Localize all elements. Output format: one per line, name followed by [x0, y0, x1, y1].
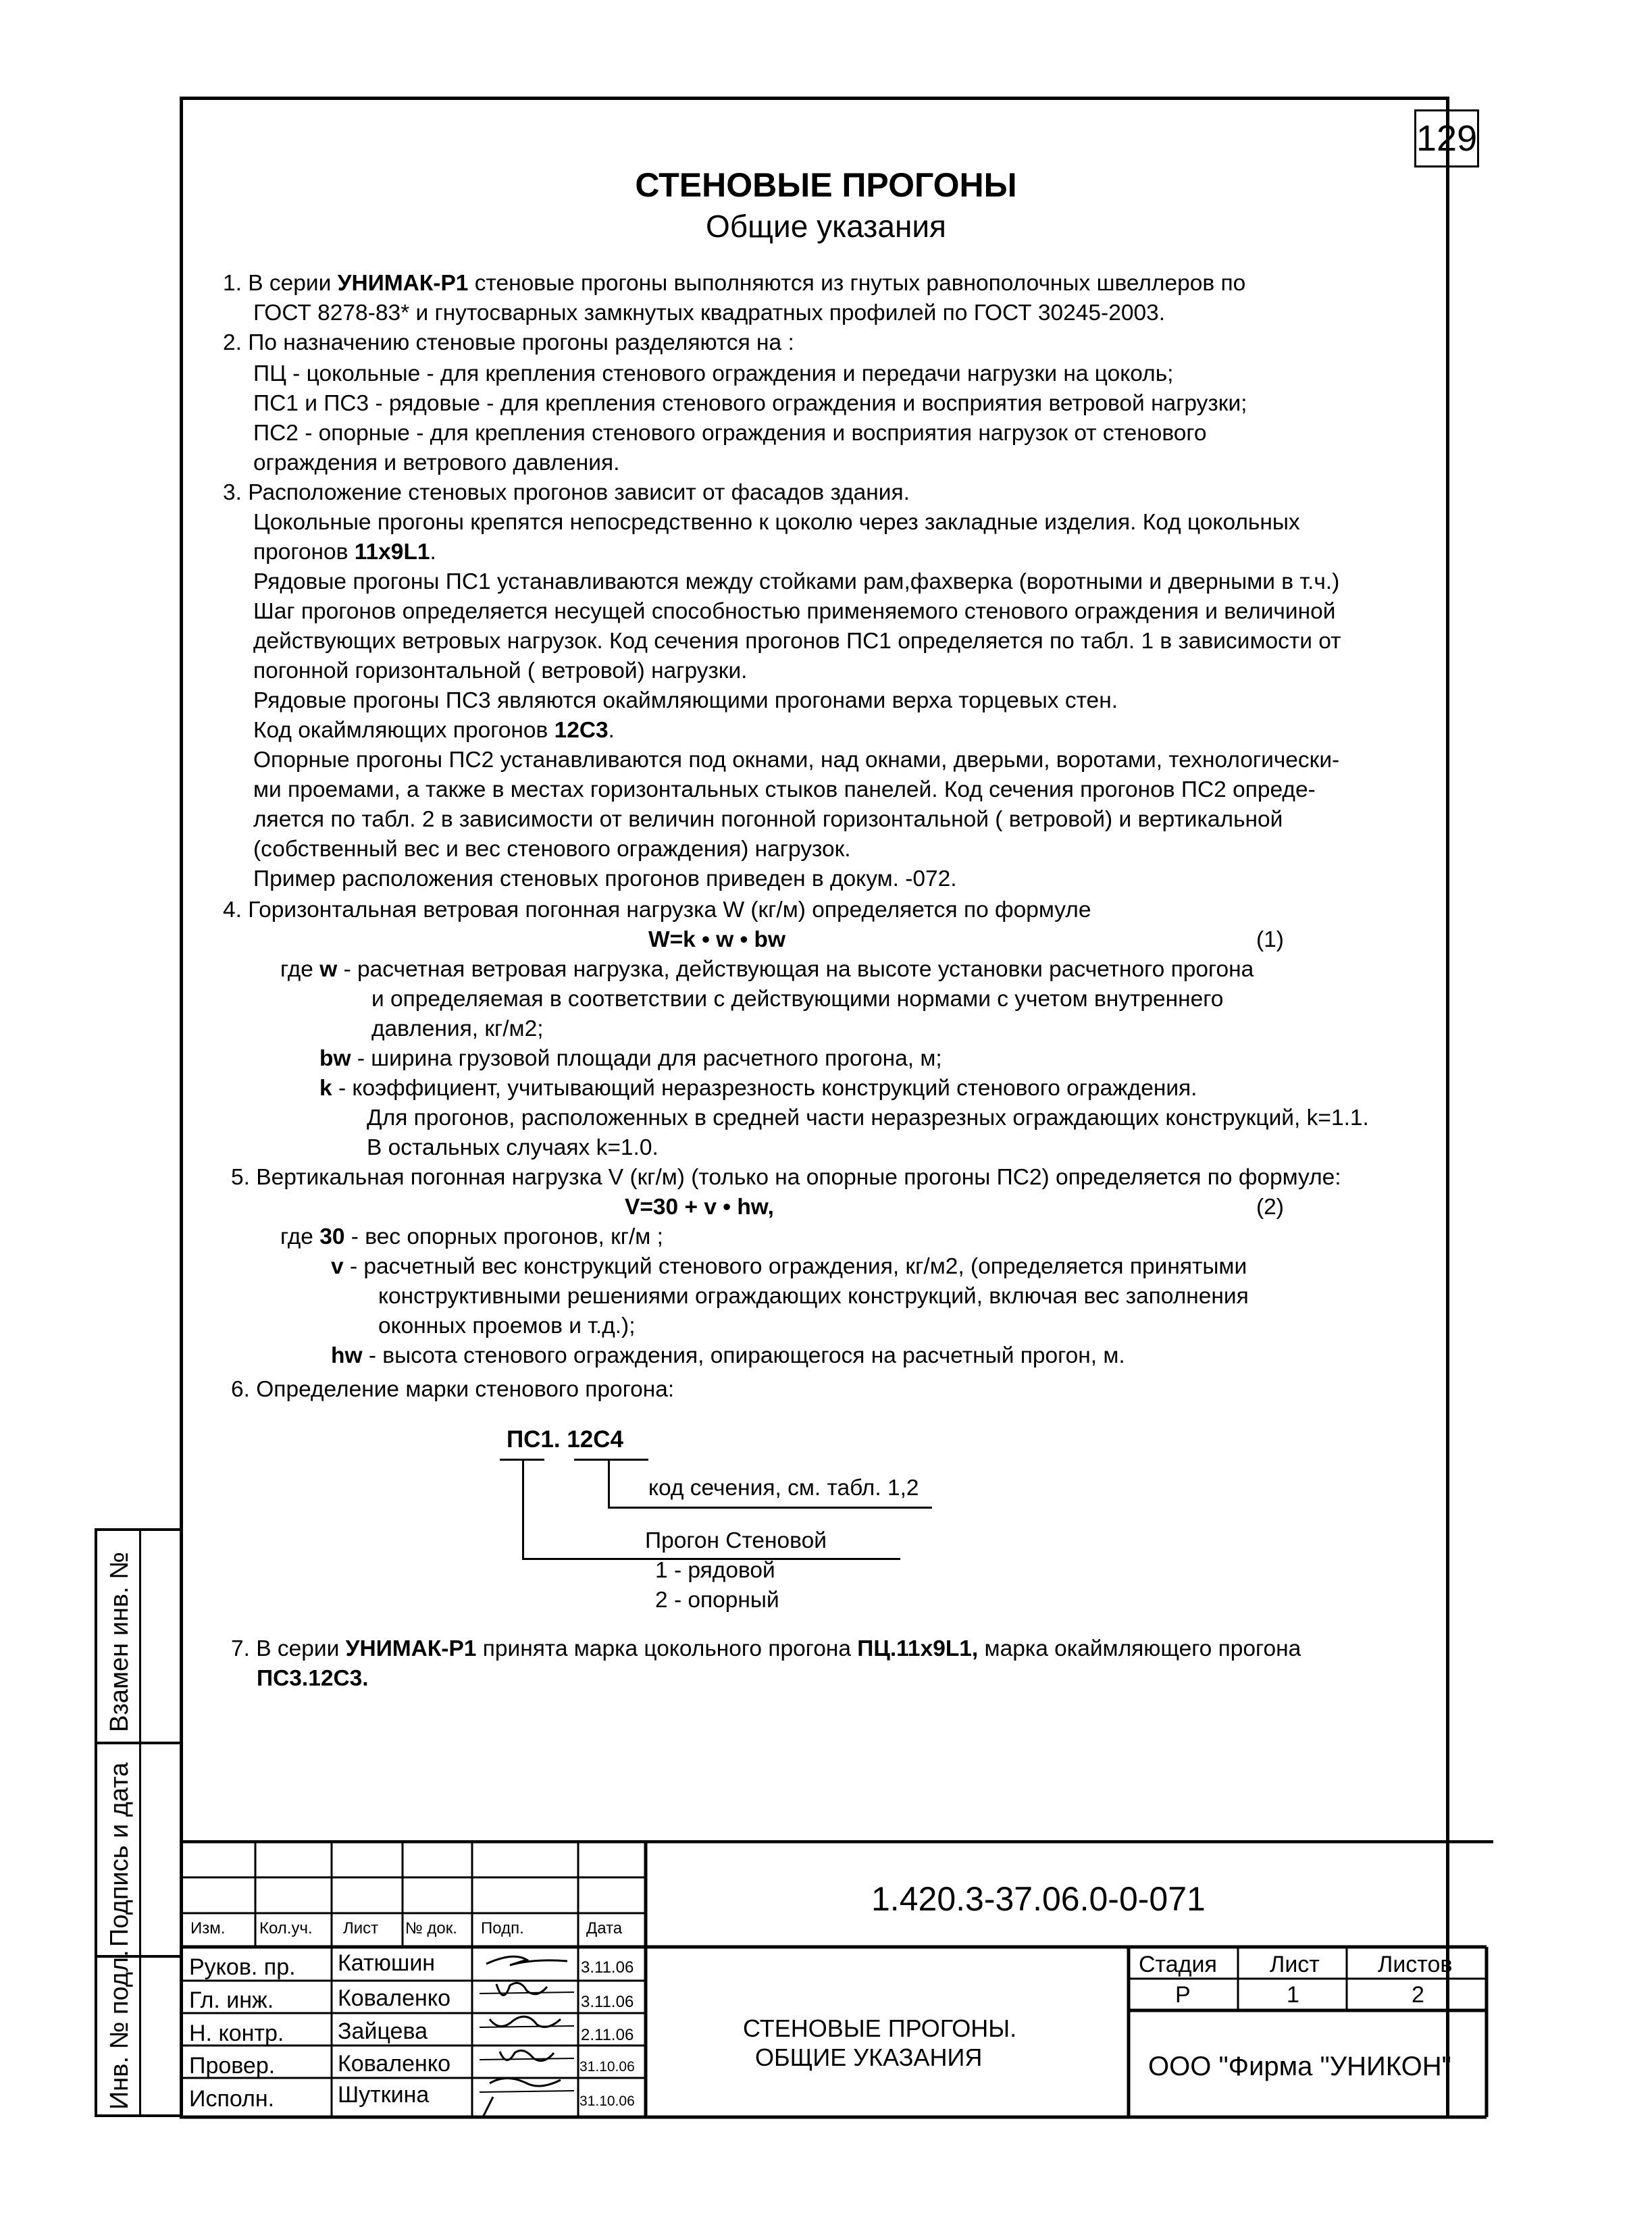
note-3-line: прогонов 11x9L1. [253, 540, 436, 565]
tb-role: Руков. пр. [189, 1954, 296, 1980]
mark-bracket [574, 1459, 648, 1461]
side-stamp-original [95, 1950, 182, 2117]
note-5: 5. Вертикальная погонная нагрузка V (кг/м) (только на опорные прогоны ПС2) определяется по формуле: [231, 1165, 1341, 1190]
tb-role: Гл. инж. [189, 1987, 274, 2013]
note-2-line: ПС2 - опорные - для крепления стенового ограждения и восприятия нагрузок от стенового [253, 421, 1207, 446]
note-4-line: и определяемая в соответствии с действующими нормами с учетом внутреннего [371, 987, 1224, 1012]
tb-role: Исполн. [189, 2086, 275, 2112]
note-4: 4. Горизонтальная ветровая погонная нагрузка W (кг/м) определяется по формуле [223, 897, 1091, 922]
tb-name: Коваленко [338, 1985, 450, 2011]
note-3-line: Пример расположения стеновых прогонов приведен в докум. -072. [253, 866, 957, 891]
note-6: 6. Определение марки стенового прогона: [231, 1377, 675, 1402]
document-title-line-2: ОБЩИЕ УКАЗАНИЯ [755, 2043, 983, 2071]
tb-header: Дата [586, 1919, 623, 1937]
note-5-line: оконных проемов и т.д.); [378, 1313, 636, 1338]
note-3-line: ми проемами, а также в местах горизонтальных стыков панелей. Код сечения прогонов ПС2 опреде- [253, 777, 1316, 802]
company-name: ООО "Фирма "УНИКОН" [1148, 2052, 1451, 2081]
mark-leader [608, 1507, 932, 1509]
stage-label: Стадия [1139, 1952, 1217, 1977]
mark-type-option: 2 - опорный [655, 1588, 779, 1613]
tb-header: Изм. [190, 1919, 226, 1937]
note-7: 7. В серии УНИМАК-Р1 принята марка цокольного прогона ПЦ.11x9L1, марка окаймляющего прогона [231, 1636, 1301, 1661]
note-3-line: погонной горизонтальной ( ветровой) нагрузки. [253, 658, 748, 683]
note-5-line: hw - высота стенового ограждения, опирающегося на расчетный прогон, м. [331, 1343, 1125, 1368]
page-number: 129 [1414, 109, 1479, 167]
tb-name: Коваленко [338, 2051, 450, 2077]
formula-1: W=k • w • bw [648, 927, 786, 952]
formula-1-number: (1) [1256, 927, 1284, 952]
formula-2-number: (2) [1256, 1195, 1284, 1220]
note-3-line: действующих ветровых нагрузок. Код сечения прогонов ПС1 определяется по табл. 1 в зависимости от [253, 629, 1341, 654]
note-2: 2. По назначению стеновые прогоны разделяются на : [223, 330, 794, 355]
note-3-line: Рядовые прогоны ПС1 устанавливаются между стойками рам,фахверка (воротными и дверными в т.ч.) [253, 569, 1340, 594]
tb-header: Кол.уч. [259, 1919, 313, 1937]
mark-leader [522, 1459, 524, 1560]
tb-date: 2.11.06 [581, 2026, 634, 2044]
tb-role: Провер. [189, 2053, 276, 2079]
document-title-line-1: СТЕНОВЫЕ ПРОГОНЫ. [743, 2014, 1017, 2042]
note-3-line: ляется по табл. 2 в зависимости от величин погонной горизонтальной ( ветровой) и вертикальной [253, 807, 1283, 832]
note-2-line: ПС1 и ПС3 - рядовые - для крепления стенового ограждения и восприятия ветровой нагрузки; [253, 391, 1247, 416]
page-title: СТЕНОВЫЕ ПРОГОНЫ [635, 166, 1017, 204]
side-label: Взамен инв. № [105, 1552, 134, 1732]
mark-type-label: Прогон Стеновой [645, 1528, 827, 1553]
sheets-label: Листов [1378, 1952, 1453, 1977]
note-4-line: давления, кг/м2; [371, 1016, 544, 1041]
note-3: 3. Расположение стеновых прогонов зависит от фасадов здания. [223, 480, 910, 505]
note-1-cont: ГОСТ 8278-83* и гнутосварных замкнутых квадратных профилей по ГОСТ 30245-2003. [253, 301, 1166, 325]
mark-type-option: 1 - рядовой [655, 1558, 775, 1583]
document-code: 1.420.3-37.06.0-0-071 [871, 1880, 1206, 1918]
note-3-line: Цокольные прогоны крепятся непосредственно к цоколю через закладные изделия. Код цокольных [253, 510, 1300, 535]
note-4-line: k - коэффициент, учитывающий неразрезность конструкций стенового ограждения. [319, 1076, 1197, 1101]
note-3-line: Шаг прогонов определяется несущей способностью применяемого стенового ограждения и величиной [253, 599, 1336, 624]
note-3-line: (собственный вес и вес стенового ограждения) нагрузок. [253, 837, 851, 862]
tb-header: Лист [343, 1919, 379, 1937]
side-label: Подпись и дата [105, 1762, 134, 1947]
note-3-line: Рядовые прогоны ПС3 являются окаймляющими прогонами верха торцевых стен. [253, 688, 1118, 713]
sheet-label: Лист [1270, 1952, 1320, 1977]
stage-value: Р [1175, 1982, 1191, 2008]
tb-name: Катюшин [338, 1950, 436, 1976]
note-1: 1. В серии УНИМАК-Р1 стеновые прогоны выполняются из гнутых равнополочных швеллеров по [223, 271, 1246, 296]
note-4-line: В остальных случаях k=1.0. [367, 1135, 659, 1160]
note-2-line: ПЦ - цокольные - для крепления стенового ограждения и передачи нагрузки на цоколь; [253, 361, 1174, 386]
sheets-value: 2 [1412, 1982, 1424, 2008]
note-5-line: конструктивными решениями ограждающих конструкций, включая вес заполнения [378, 1284, 1249, 1309]
note-3-line: Опорные прогоны ПС2 устанавливаются под окнами, над окнами, дверьми, воротами, технологически- [253, 748, 1340, 773]
note-4-line: bw - ширина грузовой площади для расчетного прогона, м; [319, 1046, 942, 1071]
mark-leader [608, 1459, 610, 1509]
note-5-line: где 30 - вес опорных прогонов, кг/м ; [280, 1224, 663, 1249]
tb-name: Шуткина [338, 2082, 430, 2108]
formula-2: V=30 + v • hw, [625, 1195, 774, 1220]
note-5-line: v - расчетный вес конструкций стенового ограждения, кг/м2, (определяется принятыми [331, 1254, 1247, 1279]
tb-date: 31.10.06 [579, 2093, 635, 2109]
tb-header: № док. [405, 1919, 457, 1937]
mark-code-label: код сечения, см. табл. 1,2 [648, 1476, 919, 1501]
note-2-line: ограждения и ветрового давления. [253, 450, 620, 475]
side-stamp-replacement [95, 1528, 182, 1744]
note-7-cont: ПС3.12С3. [257, 1666, 369, 1691]
handwritten-signatures [473, 1945, 579, 2120]
tb-name: Зайцева [338, 2018, 428, 2044]
mark-example: ПС1. 12С4 [507, 1426, 624, 1453]
side-label: Инв. № подл. [105, 1950, 134, 2110]
tb-header: Подп. [481, 1919, 524, 1937]
tb-date: 31.10.06 [579, 2059, 635, 2075]
note-3-line: Код окаймляющих прогонов 12С3. [253, 718, 615, 743]
note-4-line: где w - расчетная ветровая нагрузка, действующая на высоте установки расчетного прогона [280, 957, 1254, 982]
tb-date: 3.11.06 [581, 1958, 634, 1977]
tb-role: Н. контр. [189, 2021, 284, 2046]
side-stamp-signature [95, 1742, 182, 1958]
page-subtitle: Общие указания [706, 209, 946, 244]
sheet-value: 1 [1287, 1982, 1299, 2008]
note-4-line: Для прогонов, расположенных в средней части неразрезных ограждающих конструкций, k=1.1. [367, 1105, 1369, 1130]
tb-date: 3.11.06 [581, 1993, 634, 2011]
